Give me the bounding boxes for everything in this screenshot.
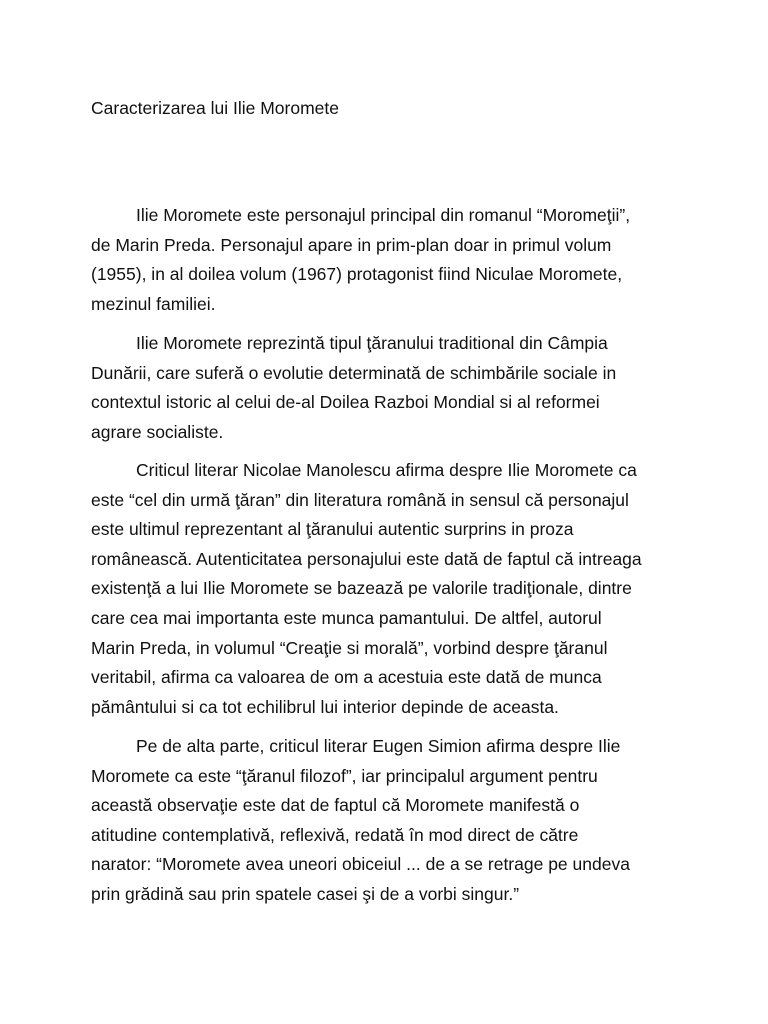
document-title: Caracterizarea lui Ilie Moromete (91, 98, 340, 118)
paragraph-line: de Marin Preda. Personajul apare in prim-plan doar in primul volum (91, 234, 612, 255)
paragraph-line: existenţă a lui Ilie Moromete se bazează pe valorile tradiţionale, dintre (91, 578, 632, 599)
paragraph-line: este “cel din urmă ţăran” din literatura română in sensul că personajul (91, 489, 629, 510)
paragraph-line: această observaţie este dat de faptul că Moromete manifestă o (91, 795, 580, 816)
paragraph-line: Ilie Moromete reprezintă tipul ţăranului traditional din Câmpia (136, 333, 608, 353)
paragraph-line: pământului si ca tot echilibrul lui interior depinde de aceasta. (91, 696, 559, 717)
paragraph-line: Ilie Moromete este personajul principal din romanul “Moromeţii”, (136, 205, 631, 225)
paragraph-line: prin grădină sau prin spatele casei şi de a vorbi singur.” (91, 883, 520, 904)
paragraph-line: contextul istoric al celui de-al Doilea Razboi Mondial si al reformei (91, 392, 600, 413)
paragraph-line: Pe de alta parte, criticul literar Eugen Simion afirma despre Ilie (136, 736, 621, 756)
paragraph-line: Criticul literar Nicolae Manolescu afirma despre Ilie Moromete ca (136, 460, 637, 480)
paragraph-line: atitudine contemplativă, reflexivă, redată în mod direct de către (91, 824, 579, 845)
paragraph-line: agrare socialiste. (91, 421, 224, 442)
paragraph-line: (1955), in al doilea volum (1967) protagonist fiind Niculae Moromete, (91, 264, 623, 285)
paragraph-line: veritabil, afirma ca valoarea de om a acestuia este dată de munca (91, 667, 602, 688)
paragraph-3 (91, 456, 697, 722)
paragraph-line: este ultimul reprezentant al ţăranului autentic surprins in proza (91, 519, 574, 540)
paragraph-line: Marin Preda, in volumul “Creaţie si morală”, vorbind despre ţăranul (91, 637, 608, 658)
paragraph-2 (91, 329, 697, 447)
paragraph-line: mezinul familiei. (91, 293, 216, 314)
paragraph-1 (91, 201, 697, 319)
paragraph-4 (91, 732, 697, 910)
paragraph-line: Dunării, care suferă o evolutie determinată de schimbările sociale in (91, 362, 617, 383)
paragraph-line: românească. Autenticitatea personajului este dată de faptul că intreaga (91, 548, 642, 569)
paragraph-line: narator: “Moromete avea uneori obiceiul ... de a se retrage pe undeva (91, 854, 630, 875)
paragraph-line: care cea mai importanta este munca pamantului. De altfel, autorul (91, 607, 602, 628)
paragraph-line: Moromete ca este “ţăranul filozof”, iar principalul argument pentru (91, 765, 598, 786)
